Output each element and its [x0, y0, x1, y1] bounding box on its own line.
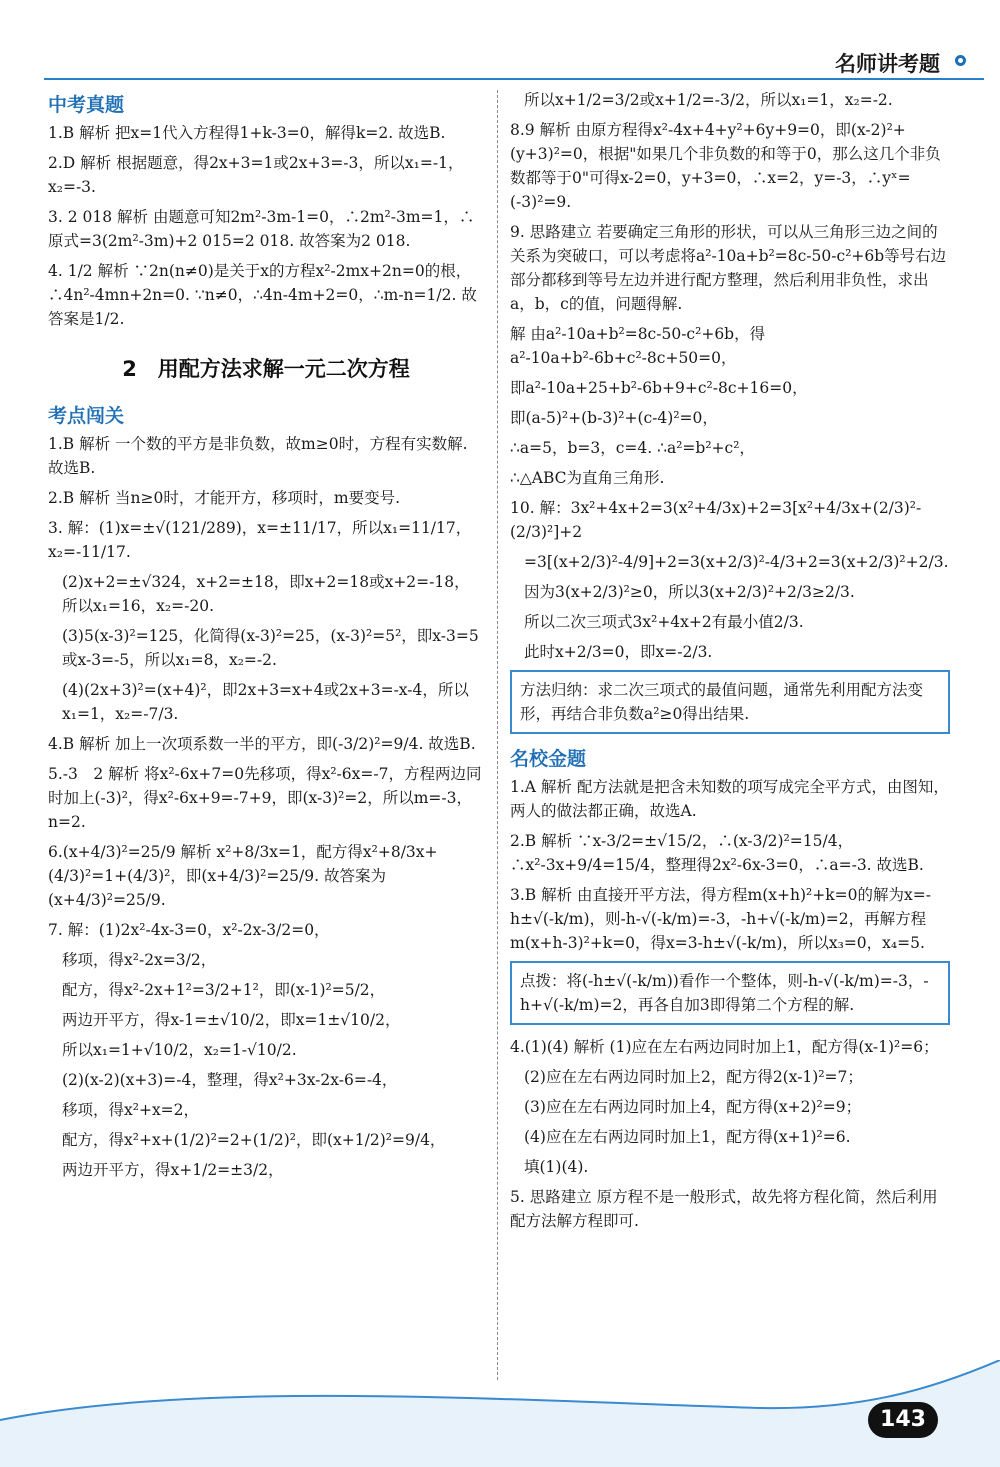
section-title-mingxiao: 名校金题 — [510, 748, 587, 770]
answer-step: ∴a=5，b=3，c=4. ∴a²=b²+c²， — [510, 439, 755, 457]
answer-item: 5. 思路建立 原方程不是一般形式，故先将方程化简，然后利用配方法解方程即可. — [510, 1188, 938, 1230]
header-rule — [44, 78, 984, 80]
answer-step: 即(a-5)²+(b-3)²+(c-4)²=0， — [510, 409, 718, 427]
answer-step: 填(1)(4). — [524, 1158, 589, 1176]
answer-item: 2.D 解析 根据题意，得2x+3=1或2x+3=-3，所以x₁=-1，x₂=-3. — [48, 154, 464, 196]
answer-step: =3[(x+2/3)²-4/9]+2=3(x+2/3)²-4/3+2=3(x+2/3)²+2/3. — [524, 553, 949, 571]
answer-step: (2)(x-2)(x+3)=-4，整理，得x²+3x-2x-6=-4， — [62, 1071, 398, 1089]
answer-step: 所以x₁=1+√10/2，x₂=1-√10/2. — [62, 1041, 297, 1059]
answer-item: 10. 解：3x²+4x+2=3(x²+4/3x)+2=3[x²+4/3x+(2/3)²-(2/3)²]+2 — [510, 499, 922, 541]
answer-item: 6.(x+4/3)²=25/9 解析 x²+8/3x=1，配方得x²+8/3x+(4/3)²=1+(4/3)²，即(x+4/3)²=25/9. 故答案为(x+4/3)²=25/9. — [48, 843, 438, 909]
chapter-title: 2 用配方法求解一元二次方程 — [122, 357, 410, 381]
section-title-zhongkao: 中考真题 — [48, 94, 125, 116]
left-column — [48, 88, 484, 1188]
answer-item: 4.(1)(4) 解析 (1)应在左右两边同时加上1，配方得(x-1)²=6； — [510, 1038, 939, 1056]
tip-box: 点拨：将(-h±√(-k/m))看作一个整体，则-h-√(-k/m)=-3，-h+√(-k/m)=2，再各自加3即得第二个方程的解. — [510, 961, 950, 1025]
answer-item: 7. 解：(1)2x²-4x-3=0，x²-2x-3/2=0， — [48, 921, 330, 939]
answer-item: 8.9 解析 由原方程得x²-4x+4+y²+6y+9=0，即(x-2)²+(y+3)²=0，根据"如果几个非负数的和等于0，那么这几个非负数都等于0"可得x-2=0，y+3=0，∴x=2，y=-3，∴yˣ=(-3)²=9. — [510, 121, 941, 211]
answer-item: 3.B 解析 由直接开平方法，得方程m(x+h)²+k=0的解为x=-h±√(-k/m)，则-h-√(-k/m)=-3，-h+√(-k/m)=2，再解方程m(x+h-3)²+k=0，得x=3-h±√(-k/m)，所以x₃=0，x₄=5. — [510, 886, 931, 952]
answer-step: ∴△ABC为直角三角形. — [510, 469, 665, 487]
answer-item: 1.B 解析 一个数的平方是非负数，故m≥0时，方程有实数解. 故选B. — [48, 435, 468, 477]
page-header — [0, 0, 1000, 84]
answer-step: 解 由a²-10a+b²=8c-50-c²+6b，得a²-10a+b²-6b+c²-8c+50=0， — [510, 325, 766, 367]
answer-item: 1.A 解析 配方法就是把含未知数的项写成完全平方式，由图知，两人的做法都正确，故选A. — [510, 778, 949, 820]
answer-item: 5.-3 2 解析 将x²-6x+7=0先移项，得x²-6x=-7，方程两边同时加上(-3)²，得x²-6x+9=-7+9，即(x-3)²=2，所以m=-3，n=2. — [48, 765, 482, 831]
header-title: 名师讲考题 — [835, 52, 940, 76]
answer-step: 因为3(x+2/3)²≥0，所以3(x+2/3)²+2/3≥2/3. — [524, 583, 855, 601]
answer-item: (2)x+2=±√324，x+2=±18，即x+2=18或x+2=-18，所以x₁=16，x₂=-20. — [62, 573, 470, 615]
answer-step: 此时x+2/3=0，即x=-2/3. — [524, 643, 713, 661]
answer-item: 3. 2 018 解析 由题意可知2m²-3m-1=0，∴2m²-3m=1，∴原式=3(2m²-3m)+2 015=2 018. 故答案为2 018. — [48, 208, 475, 250]
answer-step: 即a²-10a+25+b²-6b+9+c²-8c+16=0， — [510, 379, 808, 397]
answer-item: 9. 思路建立 若要确定三角形的形状，可以从三角形三边之间的关系为突破口，可以考虑将a²-10a+b²=8c-50-c²+6b等号右边部分都移到等号左边并进行配方整理，然后利用非负性，求出a，b，c的值，问题得解. — [510, 223, 947, 313]
answer-step: (3)应在左右两边同时加上4，配方得(x+2)²=9； — [524, 1098, 862, 1116]
answer-step: 两边开平方，得x+1/2=±3/2， — [62, 1161, 284, 1179]
header-circle-icon — [955, 55, 966, 66]
answer-step: 配方，得x²-2x+1²=3/2+1²，即(x-1)²=5/2， — [62, 981, 386, 999]
answer-step: 移项，得x²+x=2， — [62, 1101, 200, 1119]
column-divider — [497, 90, 498, 1380]
section-title-kaodian: 考点闯关 — [48, 405, 125, 427]
answer-item: (3)5(x-3)²=125，化简得(x-3)²=25，(x-3)²=5²，即x-3=5或x-3=-5，所以x₁=8，x₂=-2. — [62, 627, 479, 669]
answer-step: 移项，得x²-2x=3/2， — [62, 951, 217, 969]
answer-item: 1.B 解析 把x=1代入方程得1+k-3=0，解得k=2. 故选B. — [48, 124, 446, 142]
footer-wave-decoration — [0, 1360, 1000, 1467]
answer-step: 两边开平方，得x-1=±√10/2，即x=1±√10/2， — [62, 1011, 401, 1029]
right-column — [510, 88, 950, 1239]
answer-item: 3. 解：(1)x=±√(121/289)，x=±11/17，所以x₁=11/17，x₂=-11/17. — [48, 519, 472, 561]
answer-step: (4)应在左右两边同时加上1，配方得(x+1)²=6. — [524, 1128, 851, 1146]
answer-item: 4. 1/2 解析 ∵2n(n≠0)是关于x的方程x²-2mx+2n=0的根，∴4n²-4mn+2n=0. ∵n≠0，∴4n-4m+2=0，∴m-n=1/2. 故答案是1/2. — [48, 262, 477, 328]
answer-step: 配方，得x²+x+(1/2)²=2+(1/2)²，即(x+1/2)²=9/4， — [62, 1131, 446, 1149]
answer-item: 4.B 解析 加上一次项系数一半的平方，即(-3/2)²=9/4. 故选B. — [48, 735, 476, 753]
answer-item: 2.B 解析 ∵x-3/2=±√15/2，∴(x-3/2)²=15/4，∴x²-3x+9/4=15/4，整理得2x²-6x-3=0，∴a=-3. 故选B. — [510, 832, 924, 874]
answer-step: 所以x+1/2=3/2或x+1/2=-3/2，所以x₁=1，x₂=-2. — [524, 91, 893, 109]
page-number: 143 — [868, 1402, 938, 1438]
answer-item: (4)(2x+3)²=(x+4)²，即2x+3=x+4或2x+3=-x-4，所以x₁=1，x₂=-7/3. — [62, 681, 469, 723]
method-summary-box: 方法归纳：求二次三项式的最值问题，通常先利用配方法变形，再结合非负数a²≥0得出结果. — [510, 670, 950, 734]
answer-step: (2)应在左右两边同时加上2，配方得2(x-1)²=7； — [524, 1068, 863, 1086]
answer-item: 2.B 解析 当n≥0时，才能开方，移项时，m要变号. — [48, 489, 400, 507]
answer-step: 所以二次三项式3x²+4x+2有最小值2/3. — [524, 613, 804, 631]
